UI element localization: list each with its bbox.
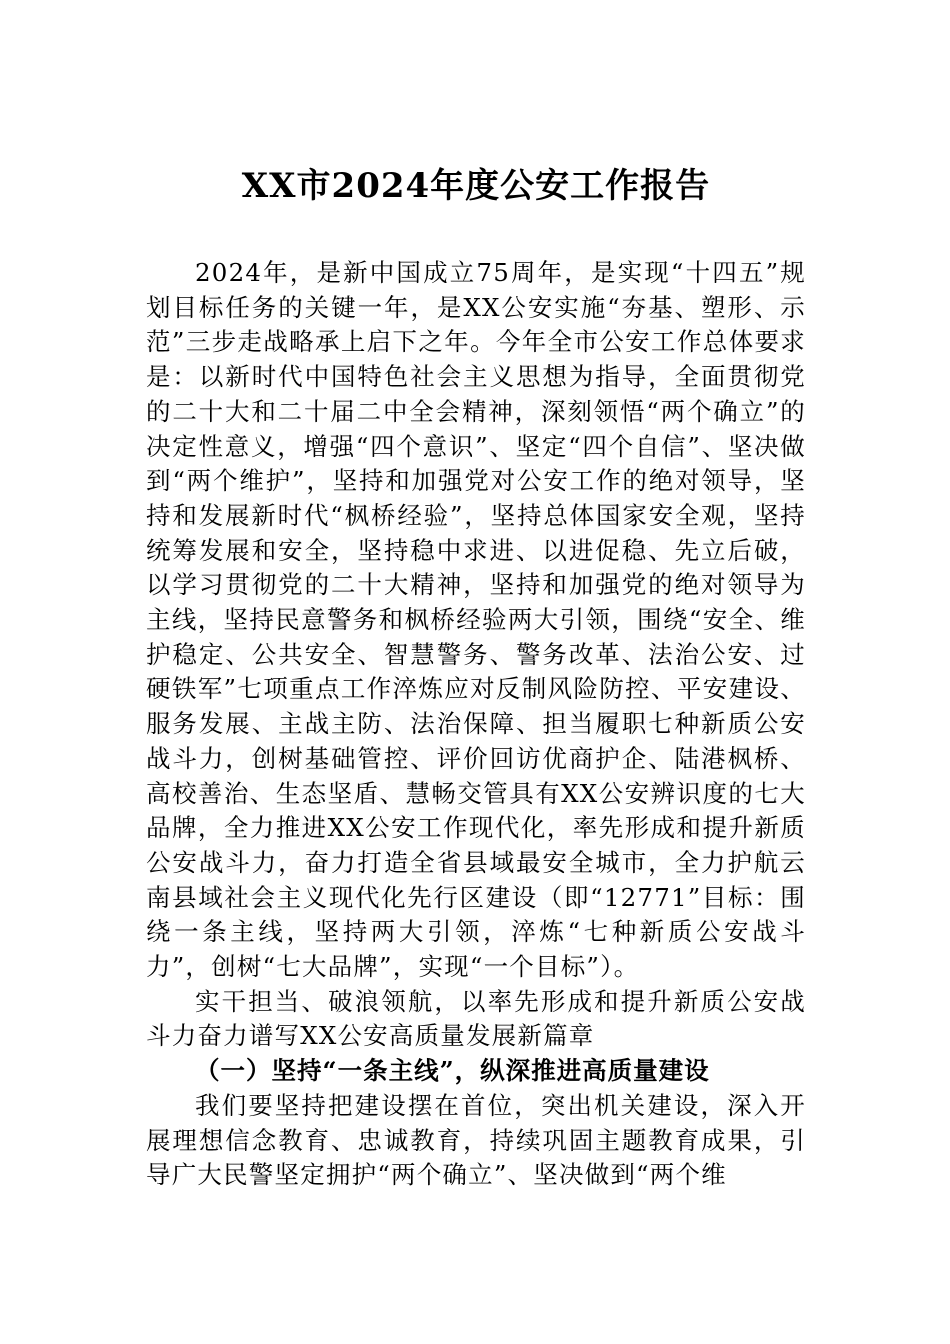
section-heading: （一）坚持“一条主线”，纵深推进高质量建设	[195, 1056, 710, 1086]
document-body	[146, 256, 806, 1193]
document-title: XX市2024年度公安工作报告	[241, 166, 711, 206]
section-paragraph: 我们要坚持把建设摆在首位，突出机关建设，深入开展理想信念教育、忠诚教育，持续巩固主题教育成果，引导广大民警坚定拥护“两个确立”、坚决做到“两个维	[146, 1090, 806, 1190]
intro-paragraph: 2024年，是新中国成立75周年，是实现“十四五”规划目标任务的关键一年，是XX公安实施“夯基、塑形、示范”三步走战略承上启下之年。今年全市公安工作总体要求是：以新时代中国特色社会主义思想为指导，全面贯彻党的二十大和二十届二中全会精神，深刻领悟“两个确立”的决定性意义，增强“四个意识”、坚定“四个自信”、坚决做到“两个维护”，坚持和加强党对公安工作的绝对领导，坚持和发展新时代“枫桥经验”，坚持总体国家安全观，坚持统筹发展和安全，坚持稳中求进、以进促稳、先立后破，以学习贯彻党的二十大精神，坚持和加强党的绝对领导为主线，坚持民意警务和枫桥经验两大引领，围绕“安全、维护稳定、公共安全、智慧警务、警务改革、法治公安、过硬铁军”七项重点工作淬炼应对反制风险防控、平安建设、服务发展、主战主防、法治保障、担当履职七种新质公安战斗力，创树基础管控、评价回访优商护企、陆港枫桥、高校善治、生态坚盾、慧畅交管具有XX公安辨识度的七大品牌，全力推进XX公安工作现代化，率先形成和提升新质公安战斗力，奋力打造全省县域最安全城市，全力护航云南县域社会主义现代化先行区建设（即“12771”目标：围绕一条主线，坚持两大引领，淬炼“七种新质公安战斗力”，创树“七大品牌”，实现“一个目标”）。	[146, 258, 806, 982]
document-page	[146, 160, 806, 1193]
theme-paragraph: 实干担当、破浪领航，以率先形成和提升新质公安战斗力奋力谱写XX公安高质量发展新篇章	[146, 986, 806, 1051]
